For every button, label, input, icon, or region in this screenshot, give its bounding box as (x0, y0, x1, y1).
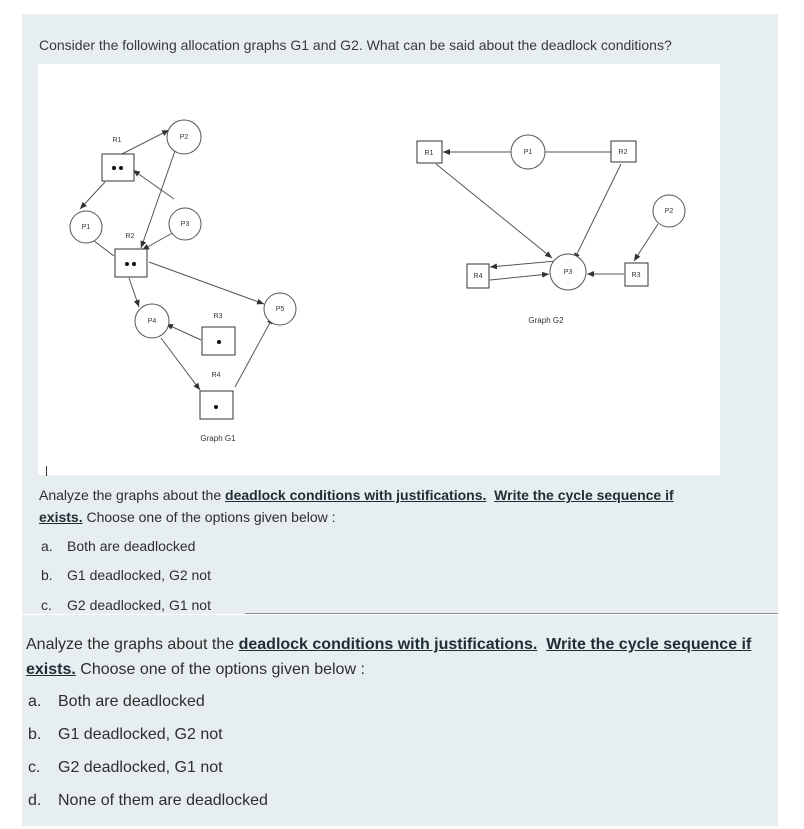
g2-edge-p2-r3 (634, 224, 658, 261)
prompt-lower: Analyze the graphs about the deadlock conditions with justifications. Write the cycle sequence if exists. Choose one of the options given below : (26, 636, 752, 678)
prompt-bold-1: deadlock conditions with justifications. (225, 487, 487, 503)
g2-edge-p3-r4 (490, 261, 556, 267)
g2-edge-r4-p3 (490, 274, 549, 280)
option-b-upper[interactable]: b. G1 deadlocked, G2 not (41, 567, 211, 583)
graphs-svg (38, 64, 720, 475)
g2-caption: Graph G2 (528, 316, 564, 325)
g1-label-p4: P4 (147, 318, 157, 325)
prompt-upper (39, 484, 719, 528)
allocation-graphs-figure (38, 64, 720, 475)
option-a-upper[interactable]: a. Both are deadlocked (41, 538, 196, 554)
prompt-tail: Choose one of the options given below : (82, 509, 336, 525)
lower-content (22, 615, 778, 826)
g2-label-p3: P3 (563, 269, 573, 276)
g2-label-r2: R2 (618, 149, 628, 156)
g1-edge-p5-r4 (235, 317, 273, 387)
g1-label-p1: P1 (81, 224, 91, 231)
question-text: Consider the following allocation graphs G1 and G2. What can be said about the deadlock conditions? (39, 37, 672, 53)
g2-label-r4: R4 (473, 273, 483, 280)
g1-resource-r1 (102, 154, 134, 181)
prompt-bold-3: exists. (39, 509, 83, 525)
g1-edge-r1-p1 (80, 182, 105, 209)
g1-edge-r3-p4 (166, 324, 201, 340)
g1-edge-r2-p4 (129, 278, 139, 307)
g1-edge-p3-r1 (133, 170, 174, 199)
g2-label-p1: P1 (523, 149, 533, 156)
g2-edge-r1-p3 (436, 164, 552, 258)
option-a[interactable]: a. Both are deadlocked (28, 693, 205, 710)
g1-edge-p2-r2 (141, 148, 176, 248)
option-b[interactable]: b. G1 deadlocked, G2 not (28, 726, 223, 743)
g1-caption: Graph G1 (200, 434, 236, 443)
g2-label-p2: P2 (664, 208, 674, 215)
g1-edge-p3-r2 (142, 231, 176, 250)
g1-label-p3: P3 (180, 221, 190, 228)
g2-label-r3: R3 (631, 272, 641, 279)
text-cursor (46, 466, 47, 476)
option-c[interactable]: c. G2 deadlocked, G1 not (28, 759, 223, 776)
g1-edge-p4-r4 (161, 338, 200, 390)
g1-resource-r4 (200, 391, 233, 419)
prompt-lead: Analyze the graphs about the (39, 487, 226, 503)
g1-label-p2: P2 (179, 134, 189, 141)
g1-edge-r2-p5 (149, 262, 264, 304)
g1-label-r2: R2 (125, 233, 135, 240)
g1-label-r1: R1 (112, 137, 122, 144)
option-c-upper[interactable]: c. G2 deadlocked, G1 not (41, 597, 211, 613)
g2-label-r1: R1 (424, 150, 434, 157)
divider (245, 613, 778, 614)
g1-label-p5: P5 (275, 306, 285, 313)
g1-label-r4: R4 (211, 372, 221, 379)
g1-edge-r1-p2 (122, 130, 169, 154)
g2-edge-r2-p3 (574, 164, 621, 260)
prompt-bold-2: Write the cycle sequence if (494, 487, 674, 503)
g1-resource-r2 (115, 249, 147, 277)
g1-label-r3: R3 (213, 313, 223, 320)
option-d[interactable]: d. None of them are deadlocked (28, 792, 268, 809)
